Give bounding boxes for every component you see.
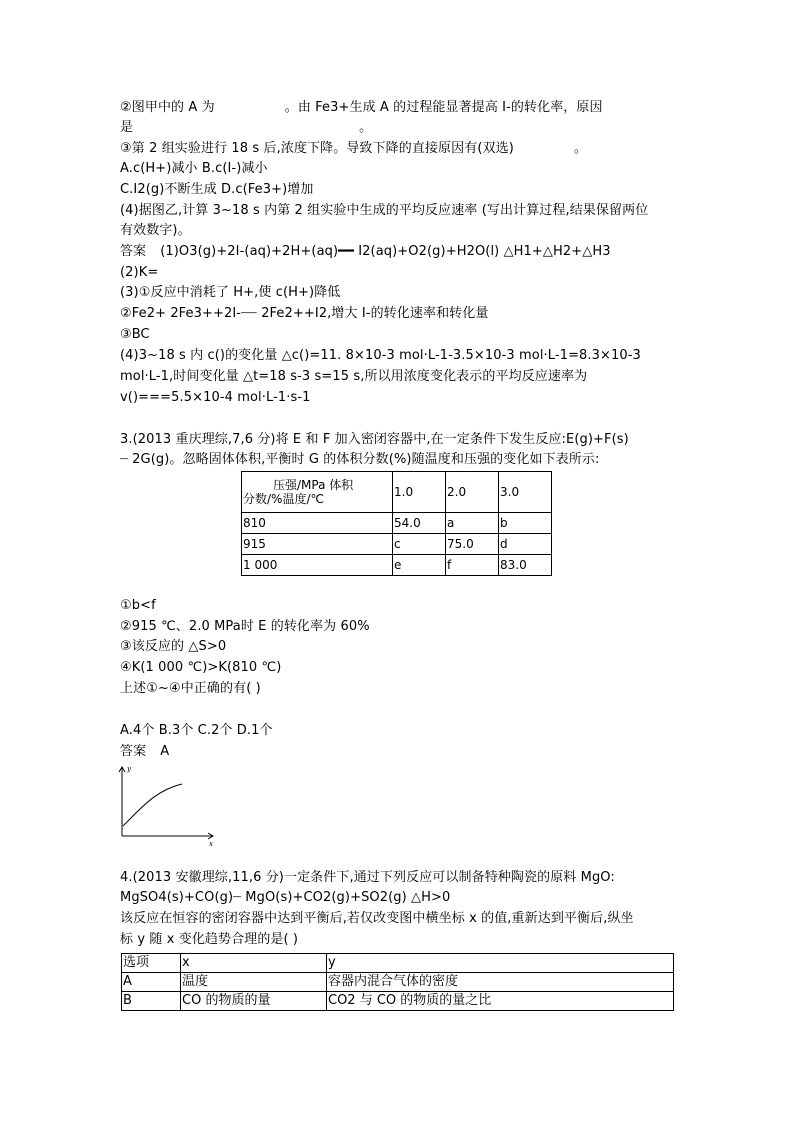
q3-table-header-cell (242, 472, 393, 513)
table-row (242, 555, 552, 576)
table-cell: d (499, 534, 552, 555)
q2-line-3a: ③第 2 组实验进行 18 s 后,浓度下降。导致下降的直接原因有(双选) (120, 141, 514, 156)
table-cell: 54.0 (393, 513, 446, 534)
table-row (122, 973, 674, 992)
q2-line-1a: ②图甲中的 A 为 (120, 100, 215, 115)
q4-table (121, 953, 674, 1011)
q2-line-3b: 。 (573, 141, 587, 156)
trend-graph (116, 760, 220, 846)
table-cell: 810 (242, 513, 393, 534)
q3-line-1: 3.(2013 重庆理综,7,6 分)将 E 和 F 加入密闭容器中,在一定条件下发生反应:E(g)+F(s) (120, 432, 629, 447)
table-cell: A (122, 973, 181, 992)
header-p2: 2.0 (446, 472, 499, 513)
q2-answer-line-8: v()===5.5×10-4 mol·L-1·s-1 (120, 390, 311, 405)
table-row (122, 992, 674, 1011)
table-header-cell: 选项 (122, 954, 181, 973)
header-p3: 3.0 (499, 472, 552, 513)
table-header-cell: y (327, 954, 674, 973)
table-cell: 容器内混合气体的密度 (327, 973, 674, 992)
graph-x-label: x (209, 840, 213, 846)
q2-answer-line-3: (3)①反应中消耗了 H+,使 c(H+)降低 (120, 285, 341, 300)
q2-answer-line-6: (4)3~18 s 内 c()的变化量 △c()=11. 8×10-3 mol·L-1-3.5×10-3 mol·L-1=8.3×10-3 (120, 348, 641, 363)
table-cell: 温度 (181, 973, 327, 992)
trend-curve (123, 784, 182, 826)
q2-answer-line-7: mol·L-1,时间变化量 △t=18 s-3 s=15 s,所以用浓度变化表示的平均反应速率为 (120, 369, 588, 384)
table-cell: 83.0 (499, 555, 552, 576)
q4-line-4: 标 y 随 x 变化趋势合理的是( ) (120, 932, 299, 947)
table-cell: CO 的物质的量 (181, 992, 327, 1011)
table-row (242, 534, 552, 555)
table-cell: c (393, 534, 446, 555)
q2-answer-1: (1)O3(g)+2I-(aq)+2H+(aq)━━ I2(aq)+O2(g)+H2O(l) △H1+△H2+△H3 (160, 244, 611, 259)
q2-line-3 (120, 141, 587, 157)
answer-label: 答案 (120, 744, 147, 759)
table-cell: 1 000 (242, 555, 393, 576)
q4-line-1: 4.(2013 安徽理综,11,6 分)一定条件下,通过下列反应可以制备特种陶瓷的原料 MgO: (120, 870, 615, 885)
q2-line-1b: 。由 Fe3+生成 A 的过程能显著提高 I-的转化率，原因 (284, 100, 603, 115)
q3-table-header (242, 472, 552, 513)
table-cell: b (499, 513, 552, 534)
q4-line-2: MgSO4(s)+CO(g)┈ MgO(s)+CO2(g)+SO2(g) △H>0 (120, 890, 451, 905)
q2-line-5: C.I2(g)不断生成 D.c(Fe3+)增加 (120, 182, 314, 197)
header-pressure-label: 压强/MPa 体积 (273, 478, 354, 492)
q2-line-2 (120, 120, 372, 136)
q2-line-6: (4)据图乙,计算 3~18 s 内第 2 组实验中生成的平均反应速率 (写出计算过程,结果保留两位 (120, 203, 649, 218)
table-cell: a (446, 513, 499, 534)
q2-line-7: 有效数字)。 (120, 223, 191, 238)
table-cell: f (446, 555, 499, 576)
table-header-cell: x (181, 954, 327, 973)
header-p1: 1.0 (393, 472, 446, 513)
q4-line-3: 该反应在恒容的密闭容器中达到平衡后,若仅改变图中横坐标 x 的值,重新达到平衡后,纵坐 (120, 911, 634, 926)
q3-line-2: ┈ 2G(g)。忽略固体体积,平衡时 G 的体积分数(%)随温度和压强的变化如下表所示: (120, 452, 600, 467)
table-cell: 915 (242, 534, 393, 555)
q2-answer-line-5: ③BC (120, 327, 150, 342)
q2-answer-line-1 (120, 244, 611, 260)
q3-choices: A.4个 B.3个 C.2个 D.1个 (120, 723, 273, 738)
q3-option-3: ③该反应的 △S>0 (120, 639, 227, 654)
q2-line-2b: 。 (359, 120, 373, 135)
q2-line-4: A.c(H+)减小 B.c(I-)减小 (120, 161, 268, 176)
q2-line-1 (120, 100, 603, 116)
q2-answer-line-4: ②Fe2+ 2Fe3++2I-┈┈ 2Fe2++I2,增大 I-的转化速率和转化量 (120, 306, 489, 321)
table-cell: B (122, 992, 181, 1011)
answer-label: 答案 (120, 244, 147, 259)
table-row (242, 513, 552, 534)
table-cell: e (393, 555, 446, 576)
graph-y-label: y (127, 765, 131, 773)
q3-option-1: ①b<f (120, 598, 156, 613)
q3-answer (120, 744, 169, 760)
q4-table-header (122, 954, 674, 973)
q3-table (241, 471, 552, 576)
q3-option-4: ④K(1 000 ℃)>K(810 ℃) (120, 660, 282, 675)
header-temp-label: 分数/%温度/℃ (243, 492, 324, 506)
q3-question: 上述①~④中正确的有( ) (120, 681, 261, 696)
table-cell: CO2 与 CO 的物质的量之比 (327, 992, 674, 1011)
q3-option-2: ②915 ℃、2.0 MPa时 E 的转化率为 60% (120, 619, 370, 634)
table-cell: 75.0 (446, 534, 499, 555)
answer-value: A (160, 744, 170, 759)
q2-line-2a: 是 (120, 120, 134, 135)
q2-answer-line-2: (2)K= (120, 265, 159, 280)
